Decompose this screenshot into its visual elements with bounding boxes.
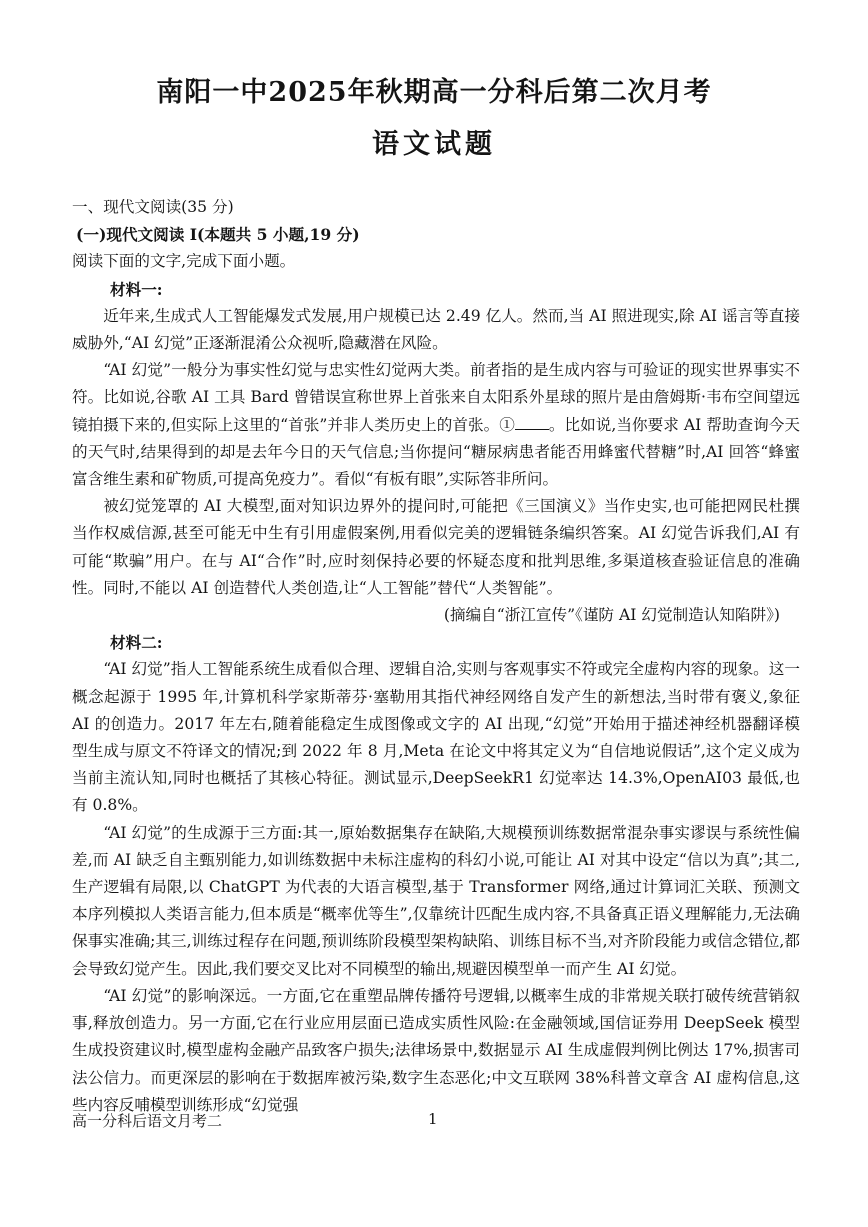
footer-exam-name: 高一分科后语文月考二 [72,1112,223,1130]
material1-label: 材料一: [110,279,163,299]
exam-body [72,194,800,1119]
fill-blank-marker: ① [499,415,515,434]
instruction-text: 阅读下面的文字,完成下面小题。 [72,252,296,271]
material1-paragraph-2-after: 。比如说,当你要求 AI 帮助查询今天的天气时,结果得到的却是去年今日的天气信息;当你提问“糖尿病患者能否用蜂蜜代替糖”时,AI 回答“蜂蜜富含维生素和矿物质,可提高免疫力”。看似“有板有眼”,实际答非所问。 [72,415,800,489]
exam-title: 南阳一中2025年秋期高一分科后第二次月考 [156,77,712,108]
material2-paragraph-3: “AI 幻觉”的影响深远。一方面,它在重塑品牌传播符号逻辑,以概率生成的非常规关联打破传统营销叙事,释放创造力。另一方面,它在行业应用层面已造成实质性风险:在金融领域,国信证券用 DeepSeek 模型生成投资建议时,模型虚构金融产品致客户损失;法律场景中,数据显示 AI 生成虚假判例比例达 17%,损害司法公信力。而更深层的影响在于数据库被污染,数字生态恶化;中文互联网 38%科普文章含 AI 虚构信息,这些内容反哺模型训练形成“幻觉强 [72,986,800,1114]
material1-paragraph-1: 近年来,生成式人工智能爆发式发展,用户规模已达 2.49 亿人。然而,当 AI 照进现实,除 AI 谣言等直接威胁外,“AI 幻觉”正逐渐混淆公众视听,隐藏潜在风险。 [72,306,800,353]
section-subheading: (一)现代文阅读 I(本题共 5 小题,19 分) [76,225,360,245]
material1-paragraph-2-before: “AI 幻觉”一般分为事实性幻觉与忠实性幻觉两大类。前者指的是生成内容与可验证的现实世界事实不符。比如说,谷歌 AI 工具 Bard 曾错误宣称世界上首张来自太阳系外星球的照片是由詹姆斯·韦布空间望远镜拍摄下来的,但实际上这里的“首张”并非人类历史上的首张。 [72,361,800,434]
material1-paragraph-2 [72,357,800,493]
material2-paragraph-2: “AI 幻觉”的生成源于三方面:其一,原始数据集存在缺陷,大规模预训练数据常混杂事实谬误与系统性偏差,而 AI 缺乏自主甄别能力,如训练数据中未标注虚构的科幻小说,可能让 AI 对其中设定“信以为真”;其二,生产逻辑有局限,以 ChatGPT 为代表的大语言模型,基于 Transformer 网络,通过计算词汇关联、预测文本序列模拟人类语言能力,但本质是“概率优等生”,仅靠统计匹配生成内容,不具备真正语义理解能力,无法确保事实准确;其三,训练过程存在问题,预训练阶段模型架构缺陷、训练目标不当,对齐阶段能力或信念错位,都会导致幻觉产生。因此,我们要交叉比对不同模型的输出,规避因模型单一而产生 AI 幻觉。 [72,823,800,978]
material2-label: 材料二: [110,633,163,653]
material1-paragraph-3: 被幻觉笼罩的 AI 大模型,面对知识边界外的提问时,可能把《三国演义》当作史实,也可能把网民杜撰当作权威信源,甚至可能无中生有引用虚假案例,用看似完美的逻辑链条编织答案。AI 幻觉告诉我们,AI 有可能“欺骗”用户。在与 AI“合作”时,应时刻保持必要的怀疑态度和批判思维,多渠道核查验证信息的准确性。同时,不能以 AI 创造替代人类创造,让“人工智能”替代“人类智能”。 [72,497,800,597]
fill-blank-line [515,415,549,430]
material2-paragraph-1: “AI 幻觉”指人工智能系统生成看似合理、逻辑自洽,实则与客观事实不符或完全虚构内容的现象。这一概念起源于 1995 年,计算机科学家斯蒂芬·塞勒用其指代神经网络自发产生的新想法,当时带有褒义,象征 AI 的创造力。2017 年左右,随着能稳定生成图像或文字的 AI 出现,“幻觉”开始用于描述神经机器翻译模型生成与原文不符译文的情况;到 2022 年 8 月,Meta 在论文中将其定义为“自信地说假话”,这个定义成为当前主流认知,同时也概括了其核心特征。测试显示,DeepSeekR1 幻觉率达 14.3%,OpenAI03 最低,也有 0.8%。 [72,660,800,815]
page-number: 1 [428,1110,438,1128]
exam-subtitle: 语文试题 [372,129,496,160]
material1-source: (摘编自“浙江宣传”《谨防 AI 幻觉制造认知陷阱》) [443,606,780,625]
section-heading: 一、现代文阅读(35 分) [72,198,234,216]
